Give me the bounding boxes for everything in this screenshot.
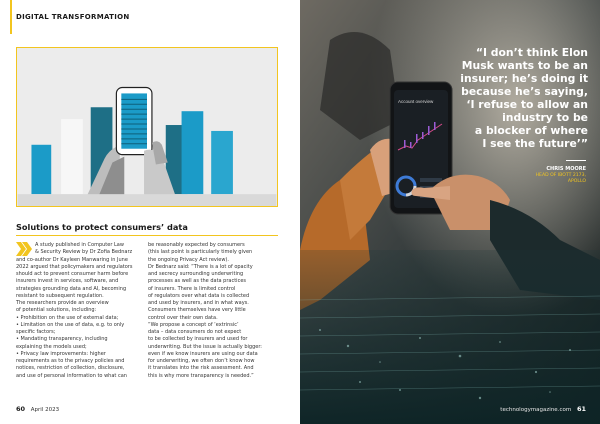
- quote-author-role: [516, 173, 586, 185]
- body-line: and secrecy surrounding underwriting: [148, 271, 244, 277]
- article-heading: Solutions to protect consumers’ data: [16, 222, 188, 232]
- body-line: explaining the models used;: [16, 343, 87, 350]
- double-chevron-icon: [16, 242, 32, 256]
- body-line: 2022 argued that policymakers and regulators: [16, 263, 133, 270]
- body-line: be reasonably expected by consumers: [148, 242, 245, 248]
- body-line: and used by insurers, and in what ways.: [148, 300, 249, 306]
- quote-line: I see the future’”: [482, 137, 588, 150]
- chart-bar: [31, 145, 51, 194]
- chart-bar: [211, 131, 233, 194]
- role-line: APOLLO: [567, 179, 586, 184]
- hero-illustration: [16, 47, 278, 207]
- section-accent-line: [10, 0, 12, 34]
- quote-author: CHRIS MOORE: [546, 166, 586, 172]
- chart-bar: [182, 111, 204, 194]
- body-line: insurers invest in services, software, and: [16, 278, 119, 285]
- quote-line: ‘I refuse to allow an: [466, 98, 588, 111]
- body-line: should act to prevent consumer harm before: [16, 271, 129, 277]
- body-line: control over their own data.: [148, 314, 218, 321]
- hands-phone-bar-chart-illustration: [17, 48, 277, 206]
- body-line: • Mandating transparency, including: [16, 336, 108, 343]
- chart-bar: [61, 119, 83, 194]
- body-line: (this last point is particularly timely given: [148, 249, 253, 256]
- body-line: • Prohibition on the use of external data;: [16, 314, 119, 321]
- quote-line: “I don’t think Elon: [475, 46, 588, 59]
- page-number-right: 61: [576, 405, 586, 413]
- body-column-1: [16, 242, 142, 380]
- role-line: HEAD OF IBOTT 2173,: [535, 173, 586, 178]
- quote-line: insurer; he’s doing it: [460, 72, 588, 85]
- body-line: A study published in Computer Law: [35, 242, 124, 248]
- lead-paragraph: [16, 242, 142, 257]
- body-line: it translates into the risk assessment. And: [148, 365, 254, 372]
- right-page: [300, 0, 600, 424]
- heading-rule: [16, 235, 278, 236]
- body-line: Dr Bednarz said: “There is a lot of opacity: [148, 263, 253, 270]
- phone-screen-title: Account overview: [398, 99, 434, 104]
- site-url[interactable]: technologymagazine.com: [500, 407, 572, 413]
- section-label: DIGITAL TRANSFORMATION: [16, 13, 130, 21]
- quote-line: because he’s saying,: [461, 85, 588, 98]
- body-line: Consumers themselves have very little: [148, 307, 246, 314]
- body-line: resistant to subsequent regulation.: [16, 292, 104, 299]
- body-line: data – data consumers do not expect: [148, 329, 242, 335]
- quote-rule: [566, 160, 586, 161]
- body-line: notices, restriction of collection, disclosure,: [16, 365, 125, 372]
- body-line: to be collected by insurers and used for: [148, 336, 248, 343]
- body-line: of potential solutions, including:: [16, 307, 97, 314]
- body-line: even if we know insurers are using our data: [148, 350, 258, 357]
- body-line: for underwriting, we often don’t know how: [148, 358, 255, 364]
- right-footer: [500, 405, 586, 413]
- body-line: underwriting. But the issue is actually bigger:: [148, 343, 262, 350]
- body-line: • Limitation on the use of data, e.g. to only: [16, 321, 125, 328]
- body-column-2: [148, 242, 278, 380]
- body-line: of regulators over what data is collected: [148, 292, 250, 299]
- quote-line: a blocker of where: [474, 124, 588, 137]
- body-line: • Privacy law improvements: higher: [16, 350, 106, 357]
- body-line: of insurers. There is limited control: [148, 285, 236, 292]
- body-line: requirements as to the privacy policies and: [16, 358, 125, 364]
- page-number-left: 60: [16, 405, 26, 413]
- body-line: processes as well as the data practices: [148, 278, 247, 285]
- issue-date: April 2023: [30, 407, 60, 413]
- quote-line: Musk wants to be an: [461, 59, 588, 72]
- body-line: specific factors;: [16, 329, 56, 335]
- quote-line: industry to be: [502, 111, 588, 124]
- body-line: the ongoing Privacy Act review).: [148, 256, 229, 263]
- body-line: and co-author Dr Kayleen Manwaring in June: [16, 256, 128, 263]
- pull-quote: [438, 46, 588, 150]
- left-footer: [16, 405, 59, 413]
- body-line: “We propose a concept of ‘extrinsic’: [148, 321, 239, 328]
- body-line: & Security Review by Dr Zofia Bednarz: [35, 249, 133, 256]
- body-line: this is why more transparency is needed.”: [148, 372, 254, 379]
- body-line: and use of personal information to what can: [16, 372, 127, 379]
- body-line: strategies grounding data and AI, becoming: [16, 285, 127, 292]
- body-line: The researchers provide an overview: [16, 300, 109, 306]
